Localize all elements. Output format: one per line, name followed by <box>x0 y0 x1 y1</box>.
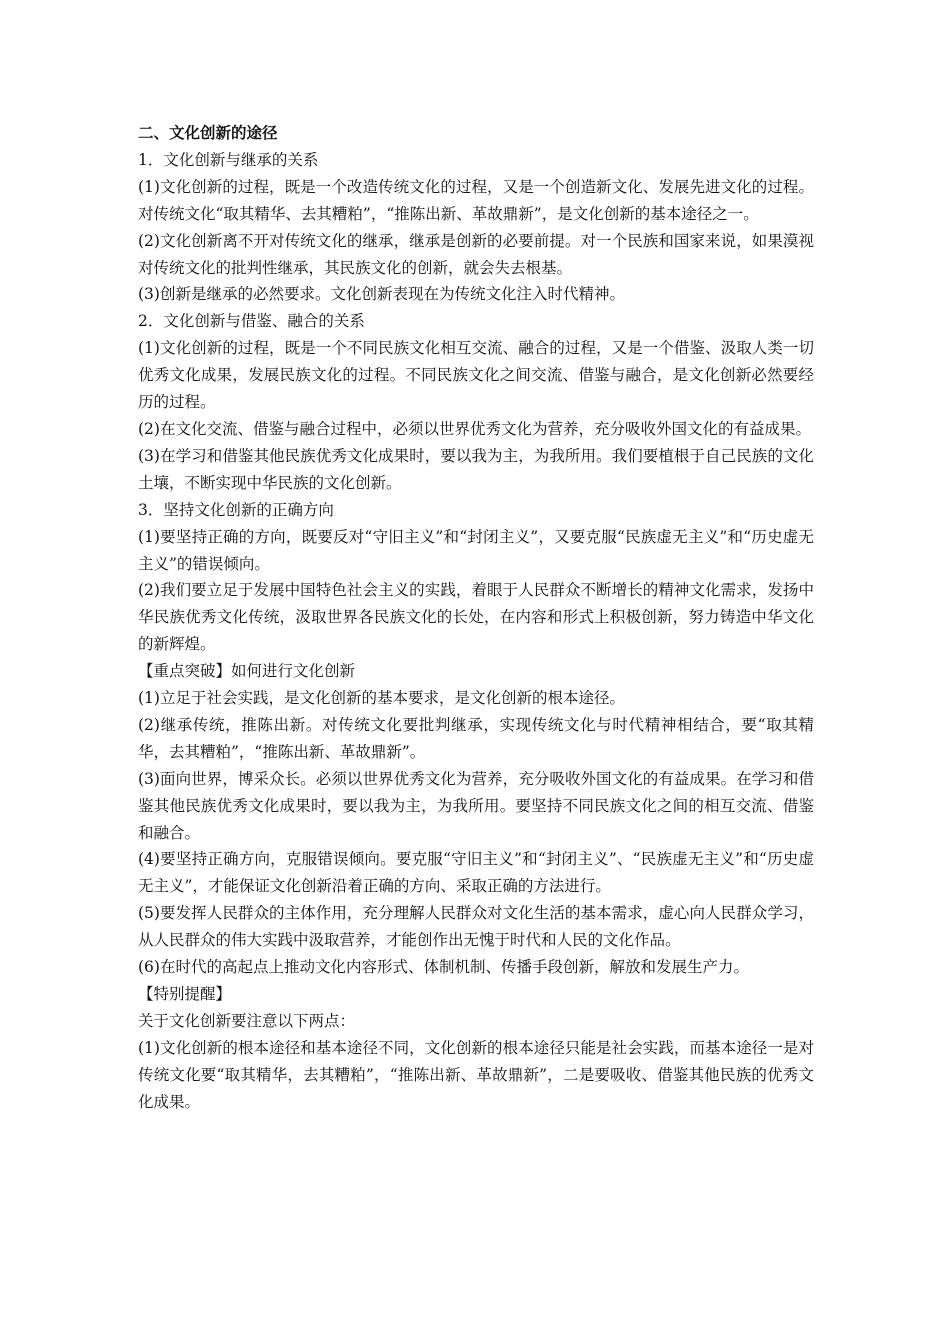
paragraph: (2)文化创新离不开对传统文化的继承，继承是创新的必要前提。对一个民族和国家来说，如果漠视对传统文化的批判性继承，其民族文化的创新，就会失去根基。 <box>138 231 814 277</box>
paragraph: (5)要发挥人民群众的主体作用，充分理解人民群众对文化生活的基本需求，虚心向人民群众学习，从人民群众的伟大实践中汲取营养，才能创作出无愧于时代和人民的文化作品。 <box>138 904 814 950</box>
paragraph: (3)创新是继承的必然要求。文化创新表现在为传统文化注入时代精神。 <box>138 285 625 304</box>
subsection-title: 2．文化创新与借鉴、融合的关系 <box>138 312 365 331</box>
paragraph: (1)立足于社会实践，是文化创新的基本要求，是文化创新的根本途径。 <box>138 689 625 708</box>
paragraph: (3)在学习和借鉴其他民族优秀文化成果时，要以我为主，为我所用。我们要植根于自己民族的文化土壤，不断实现中华民族的文化创新。 <box>138 446 814 492</box>
subsection-title: 3．坚持文化创新的正确方向 <box>138 500 334 519</box>
paragraph: (2)我们要立足于发展中国特色社会主义的实践，着眼于人民群众不断增长的精神文化需求，发扬中华民族优秀文化传统，汲取世界各民族文化的长处，在内容和形式上积极创新，努力铸造中华文化的新辉煌。 <box>138 581 814 654</box>
key-point-title: 【重点突破】如何进行文化创新 <box>138 662 356 681</box>
paragraph: (2)继承传统，推陈出新。对传统文化要批判继承，实现传统文化与时代精神相结合，要“取其精华，去其糟粕”，“推陈出新、革故鼎新”。 <box>138 715 814 761</box>
paragraph: (4)要坚持正确方向，克服错误倾向。要克服“守旧主义”和“封闭主义”、“民族虚无主义”和“历史虚无主义”，才能保证文化创新沿着正确的方向、采取正确的方法进行。 <box>138 850 814 896</box>
subsection-title: 1．文化创新与继承的关系 <box>138 150 319 169</box>
paragraph: (1)文化创新的根本途径和基本途径不同，文化创新的根本途径只能是社会实践，而基本途径一是对传统文化要“取其精华，去其糟粕”，“推陈出新、革故鼎新”，二是要吸收、借鉴其他民族的优秀文化成果。 <box>138 1038 814 1111</box>
reminder-title: 【特别提醒】 <box>138 985 232 1003</box>
paragraph: 关于文化创新要注意以下两点： <box>138 1011 356 1030</box>
paragraph: (6)在时代的高起点上推动文化内容形式、体制机制、传播手段创新，解放和发展生产力。 <box>138 958 749 977</box>
paragraph: (3)面向世界，博采众长。必须以世界优秀文化为营养，充分吸收外国文化的有益成果。在学习和借鉴其他民族优秀文化成果时，要以我为主，为我所用。要坚持不同民族文化之间的相互交流、借鉴和融合。 <box>138 769 814 842</box>
document-body <box>138 120 814 1116</box>
paragraph: (1)文化创新的过程，既是一个不同民族文化相互交流、融合的过程，又是一个借鉴、汲取人类一切优秀文化成果，发展民族文化的过程。不同民族文化之间交流、借鉴与融合，是文化创新必然要经历的过程。 <box>138 339 814 412</box>
paragraph: (2)在文化交流、借鉴与融合过程中，必须以世界优秀文化为营养，充分吸收外国文化的有益成果。 <box>138 419 811 438</box>
paragraph: (1)要坚持正确的方向，既要反对“守旧主义”和“封闭主义”，又要克服“民族虚无主义”和“历史虚无主义”的错误倾向。 <box>138 527 814 573</box>
paragraph: (1)文化创新的过程，既是一个改造传统文化的过程，又是一个创造新文化、发展先进文化的过程。对传统文化“取其精华、去其糟粕”，“推陈出新、革故鼎新”，是文化创新的基本途径之一。 <box>138 177 814 223</box>
section-heading: 二、文化创新的途径 <box>138 123 278 142</box>
